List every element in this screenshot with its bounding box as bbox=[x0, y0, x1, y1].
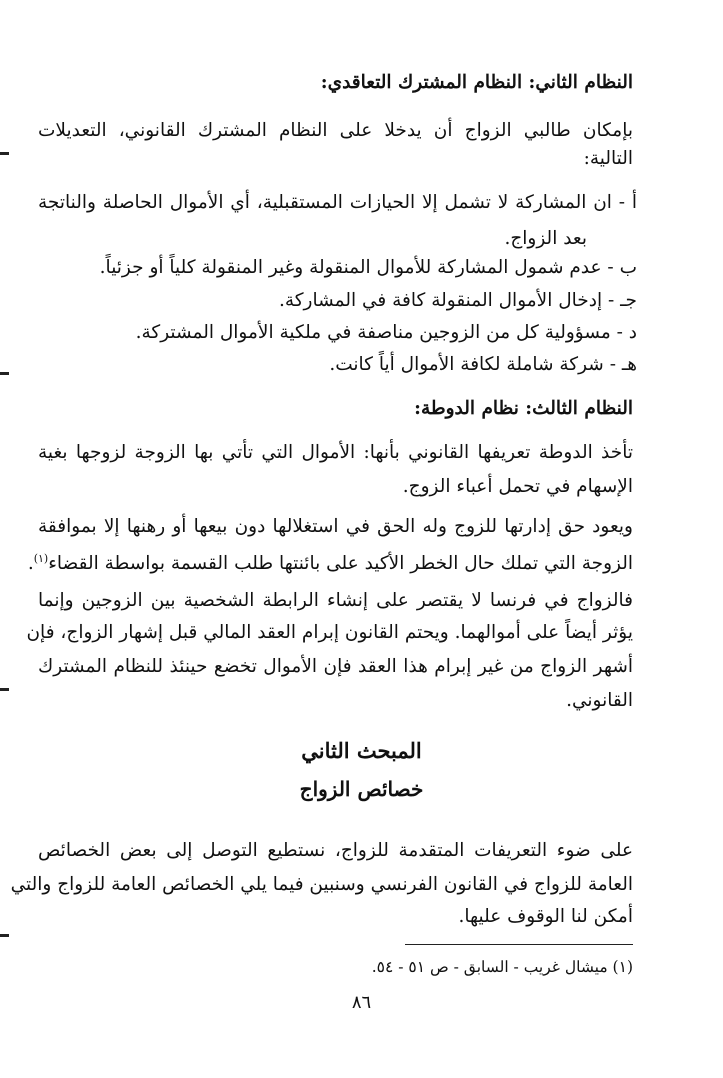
france-paragraph-line-2: يؤثر أيضاً على أموالهما. ويحتم القانون إبرام العقد المالي قبل إشهار الزواج، فإن bbox=[26, 622, 633, 643]
dowry-paragraph-1-line-1: تأخذ الدوطة تعريفها القانوني بأنها: الأموال التي تأتي بها الزوجة لزوجها بغية bbox=[38, 442, 633, 463]
scan-edge-mark bbox=[0, 688, 9, 691]
closing-paragraph-line-1: على ضوء التعريفات المتقدمة للزواج، نستطيع التوصل إلى بعض الخصائص bbox=[38, 840, 633, 861]
footnote-text: (١) ميشال غريب - السابق - ص ٥١ - ٥٤. bbox=[371, 958, 633, 976]
footnote-divider bbox=[405, 944, 633, 945]
scan-edge-mark bbox=[0, 372, 9, 375]
france-paragraph-line-1: فالزواج في فرنسا لا يقتصر على إنشاء الرابطة الشخصية بين الزوجين وإنما bbox=[38, 590, 633, 611]
list-item-a-line-1: أ - ان المشاركة لا تشمل إلا الحيازات المستقبلية، أي الأموال الحاصلة والناتجة bbox=[38, 192, 637, 213]
scan-edge-mark bbox=[0, 934, 9, 937]
scan-edge-mark bbox=[0, 152, 9, 155]
page-number: ٨٦ bbox=[351, 992, 372, 1013]
section-title: المبحث الثاني bbox=[301, 738, 422, 763]
closing-paragraph-line-3: أمكن لنا الوقوف عليها. bbox=[458, 906, 633, 927]
closing-paragraph-line-2: العامة للزواج في القانون الفرنسي وسنبين فيما يلي الخصائص العامة للزواج والتي bbox=[10, 874, 633, 895]
list-item-b: ب - عدم شمول المشاركة للأموال المنقولة وغير المنقولة كلياً أو جزئياً. bbox=[99, 257, 637, 278]
intro-line-2: التالية: bbox=[583, 148, 633, 169]
footnote-reference: (١) bbox=[33, 552, 49, 565]
heading-system-three: النظام الثالث: نظام الدوطة: bbox=[414, 398, 633, 419]
list-item-e: هـ - شركة شاملة لكافة الأموال أياً كانت. bbox=[329, 354, 637, 375]
france-paragraph-line-3: أشهر الزواج من غير إبرام هذا العقد فإن الأموال تخضع حينئذ للنظام المشترك bbox=[38, 656, 633, 677]
list-item-d: د - مسؤولية كل من الزوجين مناصفة في ملكية الأموال المشتركة. bbox=[135, 322, 637, 343]
list-item-c: جـ - إدخال الأموال المنقولة كافة في المشاركة. bbox=[278, 290, 637, 311]
dowry-paragraph-2-line-1: ويعود حق إدارتها للزوج وله الحق في استغلالها دون بيعها أو رهنها إلا بموافقة bbox=[38, 516, 633, 537]
dowry-paragraph-1-line-2: الإسهام في تحمل أعباء الزوج. bbox=[402, 476, 633, 497]
heading-system-two: النظام الثاني: النظام المشترك التعاقدي: bbox=[320, 72, 633, 93]
intro-line-1: بإمكان طالبي الزواج أن يدخلا على النظام المشترك القانوني، التعديلات bbox=[38, 120, 633, 141]
section-subtitle: خصائص الزواج bbox=[299, 777, 424, 801]
dowry-paragraph-2-line-2: الزوجة التي تملك حال الخطر الأكيد على بائنتها طلب القسمة بواسطة القضاء$^{(١)}$. bbox=[27, 552, 633, 575]
list-item-a-line-2: بعد الزواج. bbox=[504, 228, 587, 249]
france-paragraph-line-4: القانوني. bbox=[566, 690, 633, 711]
